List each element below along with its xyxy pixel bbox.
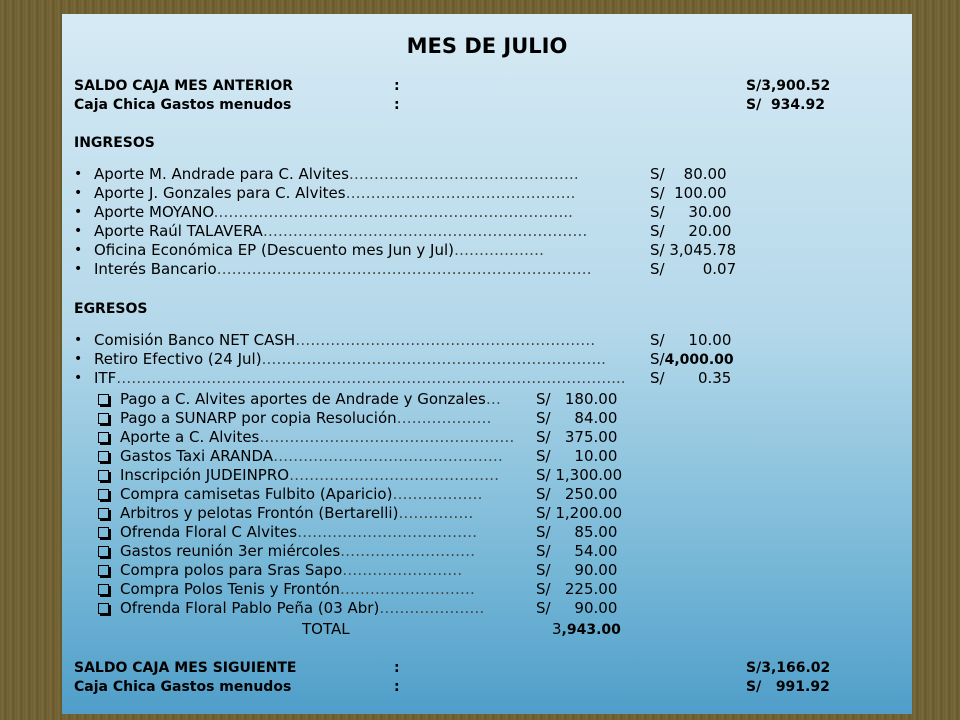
item-amount: S/4,000.00 bbox=[650, 350, 734, 368]
item-amount: S/ 0.07 bbox=[650, 260, 737, 278]
saldo-anterior-label: SALDO CAJA MES ANTERIOR bbox=[74, 78, 294, 94]
item-text: Interés Bancario………………………………………………………………… bbox=[94, 260, 592, 278]
caja-chica-siguiente-sep: : bbox=[394, 679, 400, 695]
bullet-icon: • bbox=[74, 223, 83, 239]
item-text: Aporte M. Andrade para C. Alvites………………………………………. bbox=[94, 165, 579, 183]
checkbox-bullet-icon bbox=[98, 413, 109, 424]
saldo-siguiente-amount: S/3,166.02 bbox=[746, 660, 831, 676]
saldo-siguiente-sep: : bbox=[394, 660, 400, 676]
caja-chica-siguiente-amount: S/ 991.92 bbox=[746, 679, 830, 695]
bullet-icon: • bbox=[74, 351, 83, 367]
total-amount: 3,943.00 bbox=[552, 620, 621, 638]
checkbox-bullet-icon bbox=[98, 432, 109, 443]
item-text: Pago a SUNARP por copia Resolución…….………… bbox=[120, 409, 492, 427]
egresos-heading: EGRESOS bbox=[74, 301, 148, 317]
saldo-anterior-sep: : bbox=[394, 78, 400, 94]
item-text: Pago a C. Alvites aportes de Andrade y Gonzales… bbox=[120, 390, 501, 408]
bullet-icon: • bbox=[74, 261, 83, 277]
item-amount: S/ 10.00 bbox=[536, 447, 618, 465]
item-amount: S/ 84.00 bbox=[536, 409, 618, 427]
checkbox-bullet-icon bbox=[98, 584, 109, 595]
item-text: Gastos reunión 3er miércoles……………………… bbox=[120, 542, 476, 560]
bullet-icon: • bbox=[74, 185, 83, 201]
checkbox-bullet-icon bbox=[98, 489, 109, 500]
item-amount: S/ 90.00 bbox=[536, 599, 618, 617]
bullet-icon: • bbox=[74, 166, 83, 182]
bullet-icon: • bbox=[74, 204, 83, 220]
item-text: Arbitros y pelotas Frontón (Bertarelli)…………… bbox=[120, 504, 474, 522]
item-amount: S/ 1,200.00 bbox=[536, 504, 623, 522]
page-title: MES DE JULIO bbox=[406, 34, 568, 58]
caja-chica-siguiente-label: Caja Chica Gastos menudos bbox=[74, 679, 292, 695]
item-text: Aporte J. Gonzales para C. Alvites………………………………………. bbox=[94, 184, 576, 202]
item-amount: S/ 0.35 bbox=[650, 369, 732, 387]
item-text: Comisión Banco NET CASH…………………………………………………… bbox=[94, 331, 596, 349]
item-amount: S/ 54.00 bbox=[536, 542, 618, 560]
checkbox-bullet-icon bbox=[98, 546, 109, 557]
item-amount: S/ 225.00 bbox=[536, 580, 618, 598]
item-amount: S/ 100.00 bbox=[650, 184, 727, 202]
item-amount: S/ 10.00 bbox=[650, 331, 732, 349]
item-text: Compra Polos Tenis y Frontón……………………… bbox=[120, 580, 475, 598]
checkbox-bullet-icon bbox=[98, 394, 109, 405]
bullet-icon: • bbox=[74, 370, 83, 386]
item-text: Compra polos para Sras Sapo…………………… bbox=[120, 561, 463, 579]
item-text: ITF………………………………………………………………………………………... bbox=[94, 369, 626, 387]
item-text: Gastos Taxi ARANDA…………………………….………… bbox=[120, 447, 503, 465]
checkbox-bullet-icon bbox=[98, 527, 109, 538]
checkbox-bullet-icon bbox=[98, 508, 109, 519]
ingresos-heading: INGRESOS bbox=[74, 135, 155, 151]
item-amount: S/ 80.00 bbox=[650, 165, 727, 183]
item-text: Inscripción JUDEINPRO…………………………………… bbox=[120, 466, 500, 484]
item-amount: S/ 3,045.78 bbox=[650, 241, 737, 259]
checkbox-bullet-icon bbox=[98, 470, 109, 481]
item-text: Ofrenda Floral Pablo Peña (03 Abr)………………… bbox=[120, 599, 485, 617]
bullet-icon: • bbox=[74, 242, 83, 258]
item-amount: S/ 180.00 bbox=[536, 390, 618, 408]
checkbox-bullet-icon bbox=[98, 565, 109, 576]
item-text: Oficina Económica EP (Descuento mes Jun y Jul)……………… bbox=[94, 241, 544, 259]
item-amount: S/ 20.00 bbox=[650, 222, 732, 240]
item-amount: S/ 85.00 bbox=[536, 523, 618, 541]
item-amount: S/ 30.00 bbox=[650, 203, 732, 221]
item-text: Compra camisetas Fulbito (Aparicio)……………… bbox=[120, 485, 483, 503]
item-amount: S/ 250.00 bbox=[536, 485, 618, 503]
item-text: Ofrenda Floral C Alvites……………………………… bbox=[120, 523, 478, 541]
item-text: Aporte Raúl TALAVERA……………………………..………………………… bbox=[94, 222, 588, 240]
item-amount: S/ 90.00 bbox=[536, 561, 618, 579]
item-amount: S/ 375.00 bbox=[536, 428, 618, 446]
caja-chica-amount: S/ 934.92 bbox=[746, 97, 825, 113]
item-text: Aporte a C. Alvites…………………………………………… bbox=[120, 428, 515, 446]
total-label: TOTAL bbox=[302, 620, 350, 638]
saldo-anterior-amount: S/3,900.52 bbox=[746, 78, 831, 94]
checkbox-bullet-icon bbox=[98, 603, 109, 614]
bullet-icon: • bbox=[74, 332, 83, 348]
saldo-siguiente-label: SALDO CAJA MES SIGUIENTE bbox=[74, 660, 297, 676]
caja-chica-label: Caja Chica Gastos menudos bbox=[74, 97, 292, 113]
slide bbox=[62, 14, 912, 714]
item-text: Retiro Efectivo (24 Jul).………………………………………………………….. bbox=[94, 350, 606, 368]
item-amount: S/ 1,300.00 bbox=[536, 466, 623, 484]
item-text: Aporte MOYANO.…………………………………………………………….. bbox=[94, 203, 573, 221]
caja-chica-sep: : bbox=[394, 97, 400, 113]
checkbox-bullet-icon bbox=[98, 451, 109, 462]
